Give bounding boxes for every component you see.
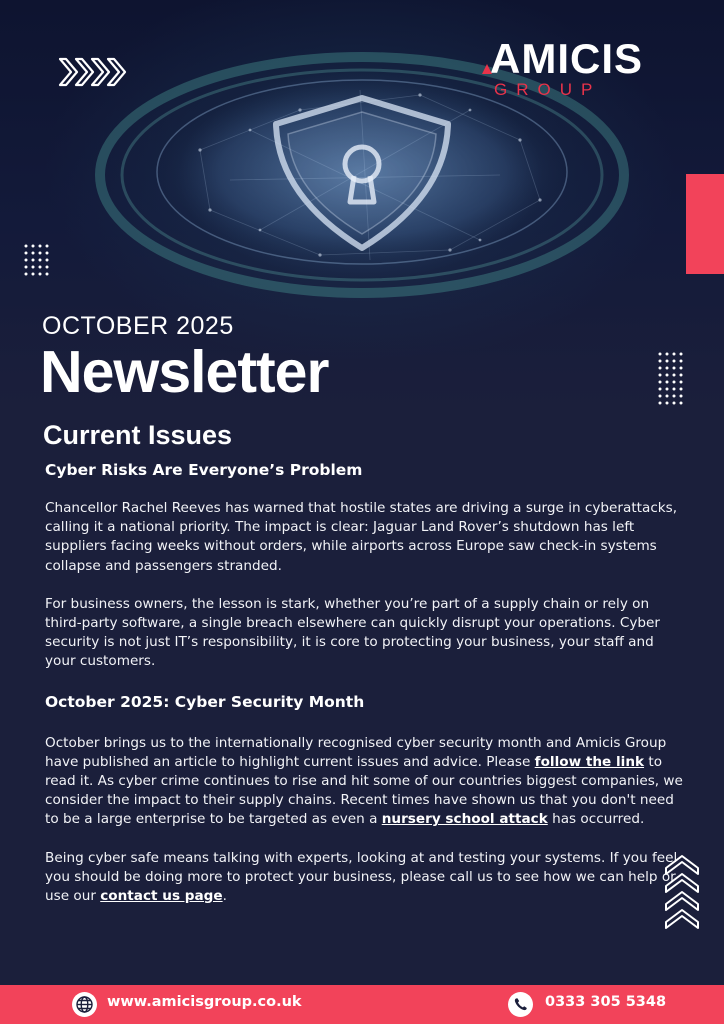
dot-grid-decoration [24,244,52,282]
footer-bar [0,985,724,1024]
phone-icon [508,992,533,1017]
article-paragraph: For business owners, the lesson is stark, whether you’re part of a supply chain or rely on third-party software, a single breach elsewhere can quickly disrupt your operations. Cyber security is not just IT’s responsibility, it is core to protecting your business, your staff and your customers. [45,595,660,670]
chevron-right-icon [58,57,138,87]
newsletter-title: Newsletter [40,339,329,405]
logo-subtitle: GROUP [494,80,602,99]
paragraph-text: . [222,888,227,905]
hero-banner [0,0,724,408]
article-heading: October 2025: Cyber Security Month [45,692,365,711]
globe-icon [72,992,97,1017]
logo-triangle-icon [482,64,492,74]
logo-wordmark: AMICIS [490,35,643,82]
article-paragraph: Chancellor Rachel Reeves has warned that hostile states are driving a surge in cyberattacks, calling it a national priority. The impact is clear: Jaguar Land Rover’s shutdown has left suppliers facing weeks without orders, while airports across Europe saw check-in systems collapse and passengers stranded. [45,500,678,574]
contact-us-page-link[interactable]: contact us page [100,888,223,905]
follow-the-link[interactable]: follow the link [534,753,645,770]
dot-grid-decoration [658,352,688,408]
article-heading: Cyber Risks Are Everyone’s Problem [45,461,363,479]
nursery-school-attack-link[interactable]: nursery school attack [381,811,548,828]
article-paragraph [45,734,685,830]
paragraph-text: has occurred. [547,811,645,828]
chevron-up-icon [664,854,700,934]
amicis-logo [482,35,662,100]
website-link[interactable]: www.amicisgroup.co.uk [107,994,302,1010]
accent-tab [686,174,724,274]
phone-number-link[interactable]: 0333 305 5348 [545,994,667,1010]
newsletter-month: OCTOBER 2025 [42,312,234,340]
paragraph-text: Being cyber safe means talking with experts, looking at and testing your systems. If you feel you should be doing more to protect your business, please call us to see how we can help or use our [45,849,678,905]
paragraph-text: October brings us to the internationally recognised cyber security month and Amicis Group have published an article to highlight current issues and advice. Please [45,734,667,770]
article-paragraph [45,849,685,907]
newsletter-content [45,418,685,906]
section-title: Current Issues [43,420,233,450]
paragraph-text: to read it. As cyber crime continues to rise and hit some of our countries biggest companies, we consider the impact to their supply chains. Recent times have shown us that you don't need to be a large enterprise to be targeted as even a [45,753,683,828]
